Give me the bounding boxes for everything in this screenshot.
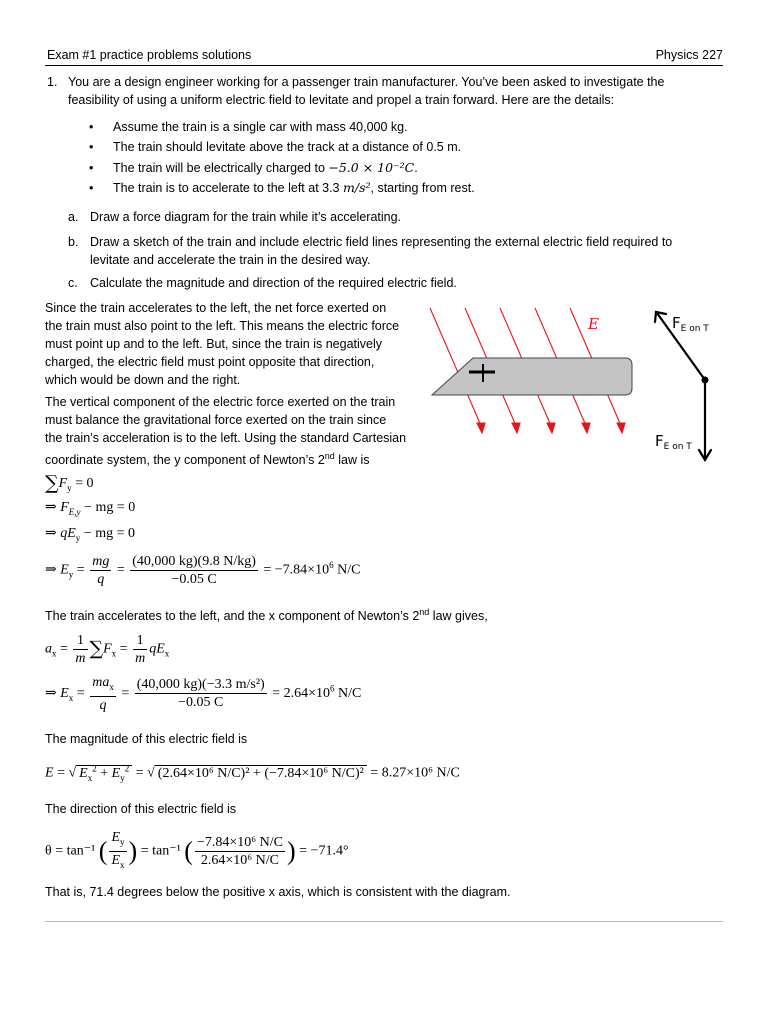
arrowhead — [582, 423, 590, 433]
eq-var: qE — [149, 641, 165, 657]
part-c-text: Calculate the magnitude and direction of the required electric field. — [90, 276, 457, 290]
part-c-letter: c. — [68, 276, 78, 290]
fraction-denominator: m — [75, 651, 86, 666]
arrowhead — [617, 423, 625, 433]
fraction — [90, 553, 111, 588]
fraction-numerator: (40,000 kg)(9.8 N/kg) — [132, 554, 256, 569]
text-span: The train accelerates to the left, and the x component of Newton’s 2 — [45, 609, 420, 624]
ordinal-superscript: nd — [419, 607, 430, 617]
eq-exponent: 6 — [329, 560, 334, 571]
equation-sum-fy — [45, 472, 94, 494]
text-line: charged, the electric field must point opposite that direction, — [45, 355, 375, 369]
header-divider — [45, 65, 723, 66]
fraction — [195, 834, 285, 869]
fraction-denominator: 2.64×10⁶ N/C — [195, 851, 285, 869]
part-b-text — [90, 233, 705, 269]
eq-mid: = tan⁻¹ — [140, 843, 181, 859]
train-field-figure — [425, 300, 735, 470]
fraction-numerator: 1 — [136, 633, 144, 648]
eq-sub: x — [164, 648, 170, 659]
fraction-numerator — [90, 674, 116, 696]
implies-symbol: ⇒ — [45, 686, 57, 702]
eq-var: E — [60, 686, 69, 702]
implies-symbol: ⇒ — [45, 526, 57, 541]
implies-symbol: ⇒ — [45, 562, 57, 578]
problem-number: 1. — [47, 75, 58, 89]
footer-divider — [45, 921, 723, 922]
eq-rhs: = 0 — [75, 476, 94, 491]
solution-paragraph-1 — [45, 299, 425, 389]
text-line: the train must also point to the left. This means the electric force — [45, 319, 400, 333]
fraction-denominator: −0.05 C — [135, 693, 267, 711]
eq-rhs: − mg = 0 — [83, 526, 135, 541]
eq-rhs: − mg = 0 — [84, 500, 136, 515]
eq-var: a — [45, 641, 52, 657]
eq-unit: N/C — [334, 686, 362, 702]
arrowhead — [547, 423, 555, 433]
text-line — [45, 447, 425, 469]
sum-symbol: ∑ — [45, 472, 59, 494]
eq-unit: N/C — [333, 562, 361, 578]
eq-var: F — [58, 476, 68, 491]
bullet-charge-value: −5.0 × 10⁻²C — [328, 160, 415, 175]
sum-symbol: ∑ — [89, 637, 104, 660]
bullet-marker: • — [89, 120, 94, 134]
fraction — [135, 676, 267, 711]
solution-paragraph-6: That is, 71.4 degrees below the positive x axis, which is consistent with the diagram. — [45, 885, 511, 899]
problem-statement — [68, 73, 728, 109]
eq-var: ma — [92, 675, 110, 690]
eq-var: F — [60, 500, 69, 515]
fraction-denominator: q — [90, 696, 116, 714]
bullet-height: The train should levitate above the track at a distance of 0.5 m. — [113, 140, 462, 154]
bullet-accel-text: The train is to accelerate to the left at 3.3 — [113, 181, 343, 195]
fraction-denominator: −0.05 C — [130, 570, 258, 588]
header-title: Exam #1 practice problems solutions — [47, 48, 252, 62]
part-b-line-1: Draw a sketch of the train and include electric field lines representing the external electric field required to — [90, 235, 673, 249]
equation-ax: $a_x$ = $\frac{1}{m}$ $\sum F_x$ = $\frac{1}{m}$ $qE_x$ — [45, 633, 170, 666]
eq-result: = 2.64×10 — [272, 686, 330, 702]
force-origin-dot — [702, 377, 709, 384]
equation-magnitude: E = √ $E_x^2 + E_y^2$ = √ (2.64×10⁶ N/C)² + (−7.84×10⁶ N/C)² = 8.27×10⁶ N/C — [45, 763, 460, 783]
eq-var: qE — [60, 526, 76, 541]
bullet-mass: Assume the train is a single car with mass 40,000 kg. — [113, 120, 408, 134]
equation-direction — [45, 829, 349, 874]
text-line: The vertical component of the electric force exerted on the train — [45, 395, 396, 409]
eq-var: E — [45, 765, 54, 781]
eq-sub: E,y — [68, 506, 81, 517]
part-b-line-2: levitate and accelerate the train in the desired way. — [90, 253, 371, 267]
problem-line-2: feasibility of using a uniform electric field to levitate and propel a train forward. Here are the details: — [68, 93, 615, 107]
equation-ex-result: ⇒ $E_x$ = $\frac{ma_x}{q}$ = $\frac{\text{(40,000 kg)(−3.3 m/s²)}}{-0.05 C}$ = $2.64\times 10^6$ N/C — [45, 675, 362, 713]
bullet-marker: • — [89, 161, 94, 175]
fraction-numerator: (40,000 kg)(−3.3 m/s²) — [136, 677, 265, 693]
text-span: law is — [334, 453, 370, 468]
part-b-letter: b. — [68, 235, 79, 249]
problem-line-1: You are a design engineer working for a passenger train manufacturer. You’ve been asked to investigate the — [68, 75, 665, 89]
eq-sub: y — [75, 532, 81, 543]
fraction — [73, 632, 87, 667]
force-up-label: $F_{E on T}$ — [672, 314, 709, 334]
fraction — [90, 674, 116, 714]
text-line: must balance the gravitational force exerted on the train since — [45, 413, 387, 427]
eq-sub: y — [67, 482, 72, 493]
paren-open: ( — [98, 836, 108, 866]
radical-body-values: (2.64×10⁶ N/C)² + (−7.84×10⁶ N/C)² — [155, 765, 367, 781]
text-span: law gives, — [429, 609, 488, 624]
bullet-charge-end: . — [414, 161, 418, 175]
arrowhead — [477, 423, 485, 433]
bullet-accel-unit: m/s² — [343, 180, 371, 195]
fraction-denominator: m — [135, 651, 146, 666]
eq-sub: x — [111, 648, 117, 659]
bullet-charge-text: The train will be electrically charged to — [113, 161, 329, 175]
eq-sub: x — [52, 648, 57, 659]
fraction-denominator: q — [90, 570, 111, 588]
fraction — [130, 553, 258, 588]
solution-paragraph-4: The magnitude of this electric field is — [45, 732, 248, 746]
eq-sub: x — [109, 681, 114, 692]
equation-qey — [45, 525, 135, 543]
solution-paragraph-2 — [45, 393, 425, 469]
text-line: Since the train accelerates to the left, the net force exerted on — [45, 301, 387, 315]
train-body — [432, 358, 632, 395]
text-line: which would be down and the right. — [45, 373, 241, 387]
solution-paragraph-5: The direction of this electric field is — [45, 802, 237, 816]
fraction — [133, 632, 147, 667]
fraction-numerator: mg — [92, 554, 110, 569]
part-a-text: Draw a force diagram for the train while it’s accelerating. — [90, 210, 402, 224]
eq-sub: y — [68, 569, 74, 580]
bullet-acceleration — [113, 179, 713, 197]
equation-fey — [45, 499, 135, 517]
eq-sub: x — [68, 692, 74, 703]
force-down-label: $F_{E on T}$ — [655, 432, 692, 452]
paren-close: ) — [286, 836, 296, 866]
text-line: the train’s acceleration is to the left. Using the standard Cartesian — [45, 431, 407, 445]
paren-close: ) — [128, 836, 138, 866]
eq-exponent: 6 — [330, 683, 335, 694]
eq-result: = −71.4° — [299, 843, 349, 859]
eq-result: = 8.27×10⁶ N/C — [370, 765, 460, 781]
equation-ey-result: ⇒ $E_y$ = $\frac{mg}{q}$ = $\frac{(40,000 kg)(9.8 N/kg)}{-0.05 C}$ = $-7.84\times 10^6$ N/C — [45, 554, 361, 587]
bullet-marker: • — [89, 140, 94, 154]
bullet-marker: • — [89, 181, 94, 195]
paren-open: ( — [184, 836, 193, 866]
eq-result: = −7.84×10 — [263, 562, 330, 578]
header-course: Physics 227 — [655, 48, 723, 62]
implies-symbol: ⇒ — [45, 500, 57, 515]
fraction-numerator: 1 — [76, 633, 84, 648]
radical-body: $E_x^2 + E_y^2$ — [76, 765, 132, 781]
part-a-letter: a. — [68, 210, 79, 224]
eq-var: E — [60, 562, 69, 578]
text-line: must point up and to the left. But, since the train is negatively — [45, 337, 382, 351]
fraction: $\frac{E_y}{E_x}$ — [109, 829, 126, 874]
field-label: E — [588, 315, 599, 333]
eq-lhs: θ = tan⁻¹ — [45, 843, 96, 859]
fraction-numerator: −7.84×10⁶ N/C — [196, 834, 283, 850]
solution-paragraph-3 — [45, 603, 488, 625]
bullet-accel-end: , starting from rest. — [370, 181, 475, 195]
ordinal-superscript: nd — [324, 451, 335, 461]
text-span: coordinate system, the y component of Newton’s 2 — [45, 453, 325, 468]
arrowhead — [512, 423, 520, 433]
bullet-charge — [113, 159, 713, 177]
eq-var: F — [103, 641, 112, 657]
